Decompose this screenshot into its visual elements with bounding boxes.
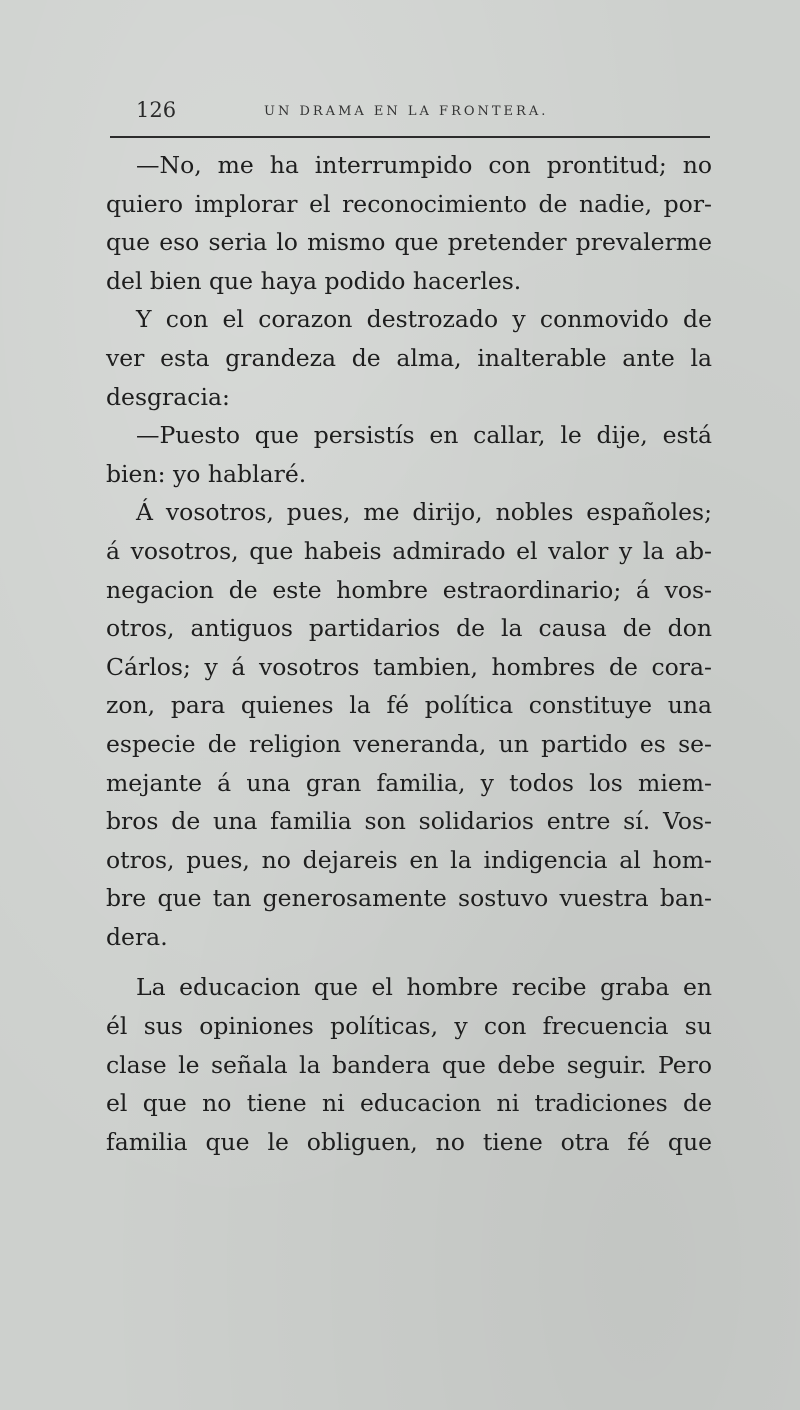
- text-line: quiero implorar el reconocimiento de nadie, por-: [106, 189, 712, 218]
- text-line: bros de una familia son solidarios entre sí. Vos-: [106, 807, 712, 836]
- text-line: él sus opiniones políticas, y con frecuencia su: [106, 1012, 712, 1041]
- text-line: —Puesto que persistís en callar, le dije, está: [136, 421, 712, 450]
- text-line: mejante á una gran familia, y todos los miem-: [106, 768, 712, 797]
- text-line: que eso seria lo mismo que pretender prevalerme: [106, 228, 712, 257]
- text-line: especie de religion veneranda, un partido es se-: [106, 729, 712, 758]
- text-line: el que no tiene ni educacion ni tradiciones de: [106, 1089, 712, 1118]
- text-line: negacion de este hombre estraordinario; á vos-: [106, 575, 712, 604]
- text-line: ver esta grandeza de alma, inalterable ante la: [106, 343, 712, 372]
- text-line: Y con el corazon destrozado y conmovido de: [136, 305, 712, 334]
- text-line: dera.: [106, 922, 168, 951]
- text-line: á vosotros, que habeis admirado el valor y la ab-: [106, 536, 712, 565]
- text-line: bre que tan generosamente sostuvo vuestra ban-: [106, 884, 712, 913]
- text-line: Cárlos; y á vosotros tambien, hombres de cora-: [106, 652, 712, 681]
- text-line: familia que le obliguen, no tiene otra fé que: [106, 1127, 712, 1156]
- header-rule: [110, 136, 710, 138]
- text-line: zon, para quienes la fé política constituye una: [106, 691, 712, 720]
- body-text: [106, 146, 712, 1161]
- paragraph-gap: [106, 956, 712, 968]
- text-line: clase le señala la bandera que debe seguir. Pero: [106, 1050, 712, 1079]
- running-head: [136, 98, 710, 128]
- text-line: Á vosotros, pues, me dirijo, nobles españoles;: [136, 498, 712, 527]
- running-title: UN DRAMA EN LA FRONTERA.: [264, 104, 549, 119]
- text-line: La educacion que el hombre recibe graba en: [136, 973, 712, 1002]
- page-number: 126: [136, 98, 177, 122]
- text-line: —No, me ha interrumpido con prontitud; no: [136, 151, 712, 179]
- text-line: bien: yo hablaré.: [106, 459, 307, 488]
- text-line: desgracia:: [106, 382, 230, 411]
- text-line: del bien que haya podido hacerles.: [106, 266, 522, 295]
- text-line: otros, antiguos partidarios de la causa de don: [106, 614, 712, 643]
- text-line: otros, pues, no dejareis en la indigencia al hom-: [106, 845, 712, 874]
